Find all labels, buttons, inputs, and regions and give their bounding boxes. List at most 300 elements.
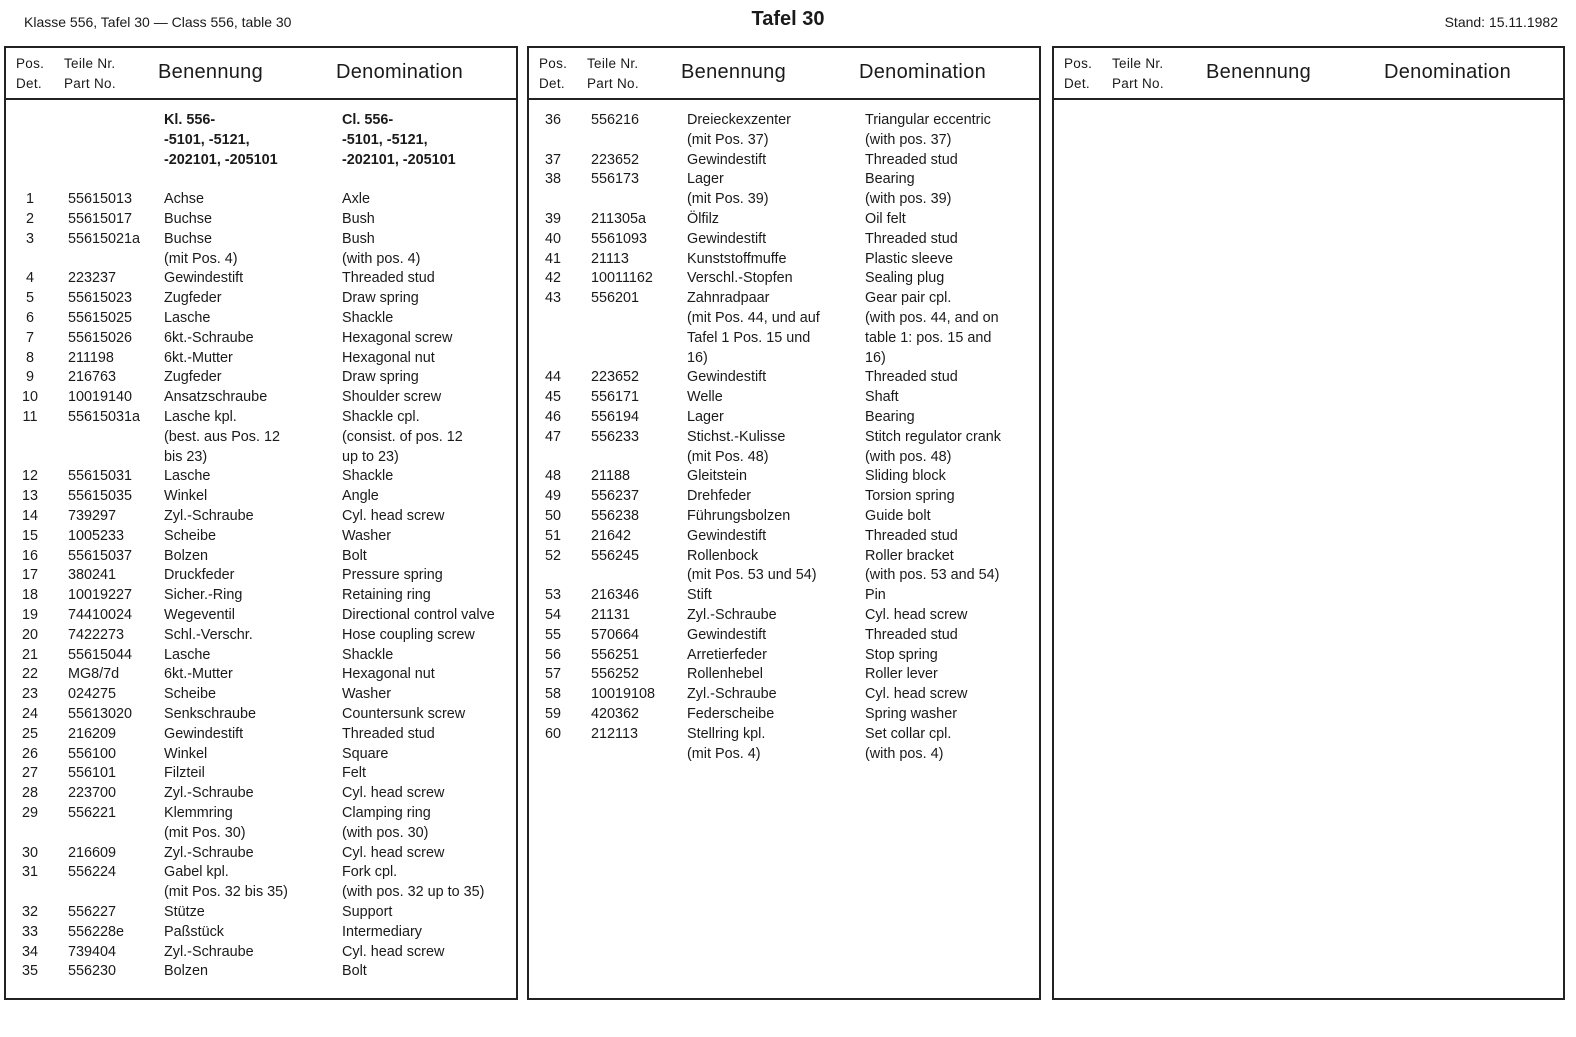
part-no-cell: 556251 — [591, 646, 640, 663]
benennung-cell: -202101, -205101 — [164, 151, 278, 168]
table-row — [6, 882, 516, 902]
part-no-cell: MG8/7d — [68, 666, 120, 683]
table-row — [529, 645, 1039, 665]
table-row — [6, 427, 516, 447]
pos-cell: 20 — [21, 626, 38, 643]
denomination-cell: Washer — [342, 527, 392, 544]
table-row — [6, 407, 516, 427]
pos-cell: 11 — [22, 409, 38, 425]
benennung-cell: (mit Pos. 4) — [687, 745, 761, 762]
denomination-cell: up to 23) — [342, 448, 399, 465]
benennung-cell: Bolzen — [164, 963, 209, 980]
denomination-cell: Cl. 556- — [342, 112, 394, 128]
part-no-cell: 10011162 — [591, 270, 653, 287]
table-row — [6, 605, 516, 625]
table-row — [6, 585, 516, 605]
part-no-cell: 55615035 — [68, 488, 133, 505]
benennung-cell: Kunststoffmuffe — [687, 250, 787, 267]
table-row — [6, 209, 516, 229]
part-no-cell: 556201 — [591, 290, 640, 307]
table-row — [6, 704, 516, 724]
denomination-cell: Threaded stud — [865, 151, 958, 168]
denomination-cell: Hexagonal nut — [342, 666, 435, 683]
benennung-cell: (best. aus Pos. 12 — [164, 428, 280, 445]
denomination-cell: Cyl. head screw — [342, 943, 445, 960]
table-row — [6, 288, 516, 308]
denomination-cell: Pin — [865, 587, 886, 604]
pos-cell: 40 — [544, 230, 561, 247]
denomination-cell: Threaded stud — [865, 230, 958, 247]
denomination-cell: (with pos. 4) — [342, 250, 421, 267]
benennung-cell: Tafel 1 Pos. 15 und — [687, 329, 811, 346]
denomination-cell: (with pos. 53 and 54) — [865, 567, 1000, 584]
pos-cell: 55 — [544, 626, 561, 643]
part-no-cell: 556227 — [68, 904, 117, 920]
pos-cell: 32 — [21, 904, 38, 920]
benennung-cell: 6kt.-Mutter — [164, 349, 233, 366]
part-no-cell: 556252 — [591, 666, 640, 683]
denomination-cell: Square — [342, 745, 389, 762]
table-row — [529, 308, 1039, 328]
benennung-cell: Verschl.-Stopfen — [687, 270, 793, 287]
denomination-cell: (with pos. 39) — [865, 191, 952, 208]
denomination-cell: (with pos. 30) — [342, 824, 429, 841]
part-no-cell: 556194 — [591, 409, 640, 425]
table-row — [529, 526, 1039, 546]
denomination-cell: Torsion spring — [865, 488, 955, 505]
denomination-cell: Clamping ring — [342, 805, 431, 821]
table-row — [6, 249, 516, 269]
benennung-cell: Stift — [687, 587, 712, 604]
pos-cell: 57 — [544, 666, 561, 683]
denomination-cell: Directional control valve — [342, 607, 495, 623]
pos-header: Pos. Det. — [16, 56, 45, 91]
part-no-cell: 21642 — [591, 527, 632, 544]
pos-cell: 12 — [21, 468, 38, 485]
part-no-cell: 216346 — [591, 587, 640, 604]
denomination-cell: Cyl. head screw — [865, 686, 968, 703]
denomination-cell: Shoulder screw — [342, 389, 442, 406]
benennung-cell: Gewindestift — [164, 270, 244, 287]
pos-header: Pos. Det. — [1064, 56, 1093, 91]
benennung-cell: Lasche — [164, 310, 211, 326]
pos-cell: 42 — [544, 270, 561, 287]
benennung-cell: Stütze — [164, 904, 205, 920]
benennung-cell: Schl.-Verschr. — [164, 626, 253, 643]
denomination-header: Denomination — [1384, 61, 1512, 83]
part-no-cell: 570664 — [591, 626, 640, 643]
table-row — [529, 229, 1039, 249]
denomination-cell: Shackle — [342, 646, 394, 663]
table-row — [6, 942, 516, 962]
table-row — [6, 150, 516, 170]
table-row — [529, 585, 1039, 605]
table-row — [529, 150, 1039, 170]
part-no-cell: 21188 — [591, 468, 630, 485]
table-row — [6, 902, 516, 922]
part-no-cell: 212113 — [591, 725, 638, 742]
page-title: Tafel 30 — [751, 8, 825, 30]
benennung-cell: Ölfilz — [687, 211, 719, 227]
table-row — [529, 486, 1039, 506]
table-row — [6, 763, 516, 783]
pos-cell: 1 — [25, 191, 34, 208]
benennung-cell: Lager — [687, 171, 724, 188]
denomination-cell: 16) — [865, 349, 886, 366]
part-no-cell: 556171 — [591, 389, 640, 406]
part-no-cell: 55615017 — [68, 211, 133, 227]
part-no-cell: 556221 — [68, 805, 117, 821]
pos-cell: 8 — [25, 349, 34, 366]
denomination-cell: Plastic sleeve — [865, 250, 953, 267]
denomination-cell: (with pos. 48) — [865, 448, 952, 465]
benennung-cell: (mit Pos. 44, und auf — [687, 310, 820, 326]
denomination-cell: Triangular eccentric — [865, 112, 991, 128]
pos-cell: 48 — [544, 468, 561, 485]
table-row — [529, 546, 1039, 566]
part-no-cell: 556100 — [68, 745, 117, 762]
table-row — [6, 565, 516, 585]
table-row — [6, 506, 516, 526]
table-row — [6, 466, 516, 486]
pos-cell: 16 — [21, 547, 38, 564]
denomination-cell: Hexagonal screw — [342, 329, 453, 346]
benennung-header: Benennung — [1206, 61, 1312, 83]
pos-cell: 51 — [544, 527, 561, 544]
part-no-cell: 10019227 — [68, 587, 133, 604]
benennung-cell: Welle — [687, 389, 723, 406]
part-no-cell: 55615037 — [68, 547, 133, 564]
part-no-cell: 21131 — [591, 607, 630, 623]
benennung-cell: Paßstück — [164, 923, 224, 940]
part-no-cell: 74410024 — [68, 607, 133, 623]
denomination-cell: Shackle — [342, 468, 394, 485]
benennung-cell: (mit Pos. 53 und 54) — [687, 567, 817, 584]
pos-cell: 24 — [21, 706, 38, 722]
part-no-cell: 380241 — [68, 567, 117, 584]
denomination-cell: (with pos. 37) — [865, 131, 952, 148]
benennung-cell: Zyl.-Schraube — [687, 686, 777, 703]
benennung-cell: Drehfeder — [687, 488, 751, 505]
pos-cell: 35 — [21, 963, 38, 980]
pos-cell: 53 — [544, 587, 561, 604]
denomination-cell: Cyl. head screw — [865, 607, 968, 623]
pos-cell: 23 — [21, 686, 38, 703]
part-no-cell: 739297 — [68, 508, 117, 524]
denomination-cell: (with pos. 44, and on — [865, 310, 999, 326]
table-row — [6, 922, 516, 942]
denomination-cell: Retaining ring — [342, 587, 431, 604]
pos-cell: 3 — [25, 230, 34, 247]
denomination-cell: Angle — [342, 488, 379, 505]
denomination-cell: Spring washer — [865, 706, 957, 722]
denomination-cell: Washer — [342, 686, 392, 703]
part-no-cell: 223237 — [68, 270, 117, 287]
pos-cell: 5 — [25, 290, 34, 307]
pos-cell: 15 — [21, 527, 38, 544]
benennung-cell: Lasche — [164, 646, 211, 663]
part-no-cell: 55615044 — [68, 646, 133, 663]
table-row — [6, 268, 516, 288]
parts-table-panel-2 — [527, 46, 1041, 1000]
denomination-cell: Oil felt — [865, 211, 906, 227]
part-no-cell: 55615031a — [68, 409, 141, 425]
benennung-cell: Zyl.-Schraube — [164, 844, 254, 861]
part-no-cell: 55615021a — [68, 230, 141, 247]
denomination-cell: Shackle — [342, 310, 394, 326]
table-row — [529, 169, 1039, 189]
denomination-cell: Hose coupling screw — [342, 626, 475, 643]
pos-cell: 43 — [544, 290, 561, 307]
pos-cell: 7 — [25, 329, 34, 346]
denomination-cell: Cyl. head screw — [342, 508, 445, 524]
part-no-cell: 5561093 — [591, 230, 648, 247]
denomination-cell: (with pos. 32 up to 35) — [342, 884, 485, 901]
benennung-cell: Senkschraube — [164, 706, 257, 722]
pos-cell: 45 — [544, 389, 561, 406]
denomination-cell: Pressure spring — [342, 567, 443, 584]
table-row — [6, 664, 516, 684]
benennung-cell: Zugfeder — [164, 369, 222, 386]
part-no-cell: 223700 — [68, 785, 117, 802]
benennung-header: Benennung — [158, 61, 264, 83]
table-row — [6, 823, 516, 843]
table-row — [529, 565, 1039, 585]
denomination-cell: Countersunk screw — [342, 706, 466, 722]
part-no-cell: 55613020 — [68, 706, 133, 722]
benennung-cell: Zyl.-Schraube — [164, 785, 254, 802]
table-row — [6, 724, 516, 744]
table-row — [529, 704, 1039, 724]
pos-cell: 36 — [544, 112, 561, 128]
denomination-cell: Roller bracket — [865, 547, 954, 564]
pos-cell: 2 — [25, 211, 34, 227]
pos-cell: 29 — [21, 805, 38, 821]
table-row — [529, 466, 1039, 486]
pos-cell: 54 — [544, 607, 561, 623]
denomination-cell: Bolt — [342, 547, 367, 564]
denomination-cell: Shackle cpl. — [342, 409, 420, 425]
table-row — [6, 783, 516, 803]
page-header-class: Klasse 556, Tafel 30 — Class 556, table 30 — [24, 14, 292, 30]
benennung-cell: Lasche — [164, 468, 211, 485]
table-header — [1054, 48, 1563, 100]
part-no-header: Teile Nr. Part No. — [1112, 56, 1164, 91]
table-row — [529, 249, 1039, 269]
part-no-cell: 55615023 — [68, 290, 133, 307]
pos-cell: 60 — [544, 725, 561, 742]
benennung-cell: Gleitstein — [687, 468, 747, 485]
table-row — [529, 189, 1039, 209]
denomination-cell: Bush — [342, 211, 375, 227]
table-row — [6, 328, 516, 348]
part-no-cell: 216609 — [68, 844, 117, 861]
benennung-cell: Scheibe — [164, 686, 217, 703]
part-no-cell: 739404 — [68, 943, 117, 960]
pos-cell: 44 — [544, 369, 561, 386]
table-row — [529, 625, 1039, 645]
benennung-cell: Achse — [164, 191, 204, 208]
pos-cell: 34 — [21, 943, 38, 960]
benennung-cell: Filzteil — [164, 765, 205, 782]
benennung-cell: Zyl.-Schraube — [164, 508, 254, 524]
table-row — [6, 645, 516, 665]
pos-cell: 31 — [21, 864, 38, 881]
benennung-cell: Lager — [687, 409, 724, 425]
pos-cell: 17 — [21, 567, 38, 584]
denomination-cell: Draw spring — [342, 369, 419, 386]
benennung-cell: Stellring kpl. — [687, 725, 766, 742]
benennung-cell: Lasche kpl. — [164, 409, 237, 425]
denomination-cell: Bearing — [865, 171, 915, 188]
table-row — [529, 664, 1039, 684]
part-no-cell: 10019108 — [591, 686, 656, 703]
denomination-cell: Shaft — [865, 389, 899, 406]
part-no-cell: 556101 — [68, 765, 117, 782]
benennung-cell: Buchse — [164, 211, 212, 227]
denomination-cell: Sealing plug — [865, 270, 945, 287]
pos-cell: 21 — [21, 646, 38, 663]
part-no-cell: 556173 — [591, 171, 640, 188]
table-row — [529, 724, 1039, 744]
benennung-cell: (mit Pos. 30) — [164, 824, 246, 841]
benennung-cell: 6kt.-Schraube — [164, 329, 254, 346]
benennung-cell: Winkel — [164, 745, 208, 762]
table-row — [529, 506, 1039, 526]
pos-cell: 52 — [544, 547, 561, 564]
pos-cell: 22 — [21, 666, 38, 683]
table-row — [6, 189, 516, 209]
benennung-cell: Gewindestift — [687, 626, 767, 643]
benennung-cell: Zugfeder — [164, 290, 222, 307]
benennung-cell: Zyl.-Schraube — [164, 943, 254, 960]
pos-cell: 46 — [544, 409, 561, 425]
table-row — [529, 348, 1039, 368]
part-no-cell: 556237 — [591, 488, 640, 505]
table-row — [529, 447, 1039, 467]
table-row — [6, 803, 516, 823]
benennung-cell: 6kt.-Mutter — [164, 666, 233, 683]
pos-cell: 18 — [21, 587, 38, 604]
table-row — [6, 684, 516, 704]
benennung-cell: Sicher.-Ring — [164, 587, 243, 604]
table-row — [6, 387, 516, 407]
pos-cell: 26 — [21, 745, 38, 762]
pos-cell: 33 — [21, 923, 38, 940]
benennung-cell: Zyl.-Schraube — [687, 607, 777, 623]
denomination-cell: (with pos. 4) — [865, 745, 944, 762]
benennung-cell: Bolzen — [164, 547, 209, 564]
denomination-cell: Hexagonal nut — [342, 349, 435, 366]
benennung-cell: Rollenbock — [687, 547, 759, 564]
table-row — [529, 328, 1039, 348]
pos-cell: 6 — [25, 310, 34, 326]
table-row — [529, 744, 1039, 764]
part-no-cell: 556228e — [68, 923, 125, 940]
denomination-cell: Bolt — [342, 963, 367, 980]
part-no-cell: 556245 — [591, 547, 640, 564]
part-no-cell: 7422273 — [68, 626, 125, 643]
parts-table-panel-1 — [4, 46, 518, 1000]
denomination-cell: -5101, -5121, — [342, 131, 428, 148]
part-no-cell: 420362 — [591, 706, 640, 722]
benennung-cell: -5101, -5121, — [164, 131, 250, 148]
pos-cell: 50 — [544, 508, 561, 524]
benennung-cell: Gabel kpl. — [164, 864, 229, 881]
page-date: Stand: 15.11.1982 — [1444, 14, 1558, 30]
benennung-cell: Rollenhebel — [687, 666, 764, 683]
pos-cell: 41 — [544, 250, 561, 267]
pos-cell: 14 — [21, 508, 38, 524]
part-no-cell: 556230 — [68, 963, 117, 980]
denomination-cell: Stitch regulator crank — [865, 428, 1001, 445]
table-row — [6, 961, 516, 981]
table-row — [6, 110, 516, 130]
part-no-cell: 556216 — [591, 112, 640, 128]
table-row — [529, 110, 1039, 130]
benennung-cell: (mit Pos. 48) — [687, 448, 769, 465]
part-no-cell: 21113 — [591, 250, 629, 267]
benennung-cell: Ansatzschraube — [164, 389, 268, 406]
benennung-cell: Gewindestift — [687, 151, 767, 168]
pos-cell: 38 — [544, 171, 561, 188]
part-no-cell: 55615031 — [68, 468, 133, 485]
part-no-cell: 223652 — [591, 369, 640, 386]
benennung-cell: 16) — [687, 349, 708, 366]
benennung-cell: Winkel — [164, 488, 208, 505]
table-row — [6, 367, 516, 387]
benennung-cell: Klemmring — [164, 805, 233, 821]
pos-cell: 27 — [21, 765, 38, 782]
denomination-cell: Felt — [342, 765, 366, 782]
benennung-cell: Kl. 556- — [164, 112, 216, 128]
pos-cell: 4 — [25, 270, 34, 287]
table-row — [529, 427, 1039, 447]
denomination-cell: Threaded stud — [865, 626, 958, 643]
denomination-cell: table 1: pos. 15 and — [865, 329, 992, 346]
denomination-cell: Set collar cpl. — [865, 725, 952, 742]
pos-cell: 37 — [544, 151, 561, 168]
benennung-cell: Scheibe — [164, 527, 217, 544]
table-row — [6, 447, 516, 467]
table-header — [529, 48, 1039, 100]
table-row — [6, 308, 516, 328]
pos-cell: 39 — [544, 211, 561, 227]
part-no-cell: 556233 — [591, 428, 640, 445]
benennung-cell: Druckfeder — [164, 567, 235, 584]
denomination-cell: Cyl. head screw — [342, 844, 445, 861]
table-row — [529, 288, 1039, 308]
benennung-header: Benennung — [681, 61, 787, 83]
denomination-cell: Threaded stud — [865, 369, 958, 386]
denomination-cell: Stop spring — [865, 646, 938, 663]
part-no-cell: 55615013 — [68, 191, 133, 208]
part-no-cell: 55615025 — [68, 310, 133, 326]
denomination-cell: Gear pair cpl. — [865, 290, 952, 307]
table-row — [6, 843, 516, 863]
pos-cell: 49 — [544, 488, 561, 505]
table-row — [6, 486, 516, 506]
table-row — [529, 209, 1039, 229]
denomination-header: Denomination — [859, 61, 987, 83]
table-row — [6, 862, 516, 882]
table-row — [529, 367, 1039, 387]
denomination-cell: -202101, -205101 — [342, 151, 456, 168]
benennung-cell: (mit Pos. 32 bis 35) — [164, 884, 288, 901]
table-row — [529, 387, 1039, 407]
benennung-cell: Führungsbolzen — [687, 508, 791, 524]
part-no-cell: 211198 — [68, 349, 114, 366]
